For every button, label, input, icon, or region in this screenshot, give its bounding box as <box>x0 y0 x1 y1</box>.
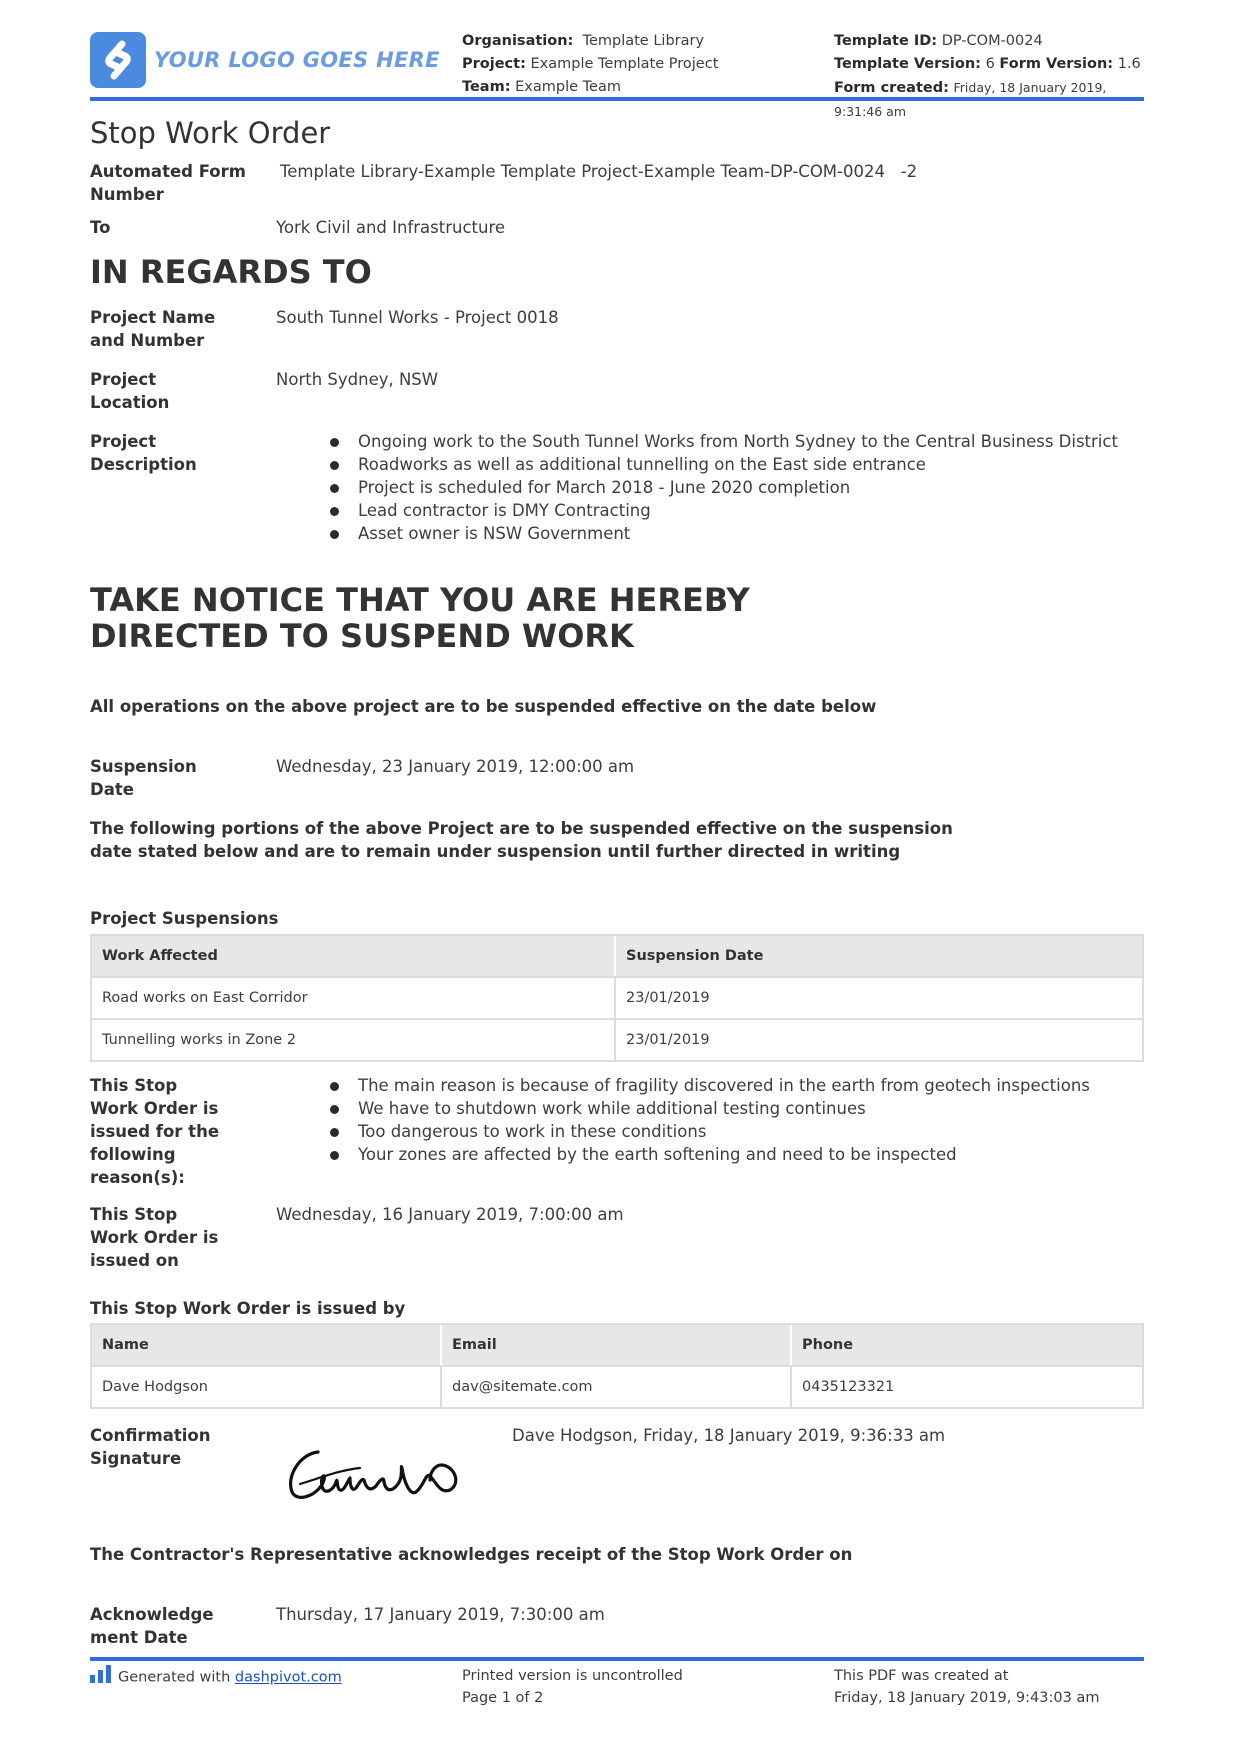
table-cell: 23/01/2019 <box>616 976 1142 1018</box>
confirmation-signature-label: Confirmation Signature <box>90 1426 211 1468</box>
project-location-value: North Sydney, NSW <box>276 370 439 389</box>
project-location-label: Project Location <box>90 370 170 412</box>
page-number: Page 1 of 2 <box>462 1690 544 1706</box>
list-item: Ongoing work to the South Tunnel Works from North Sydney to the Central Business District <box>330 430 1118 453</box>
list-item: Roadworks as well as additional tunnelling on the East side entrance <box>330 453 1118 476</box>
portions-text: The following portions of the above Project are to be suspended effective on the suspension date stated below and are to remain under suspension until further directed in writing <box>90 819 953 861</box>
list-item: We have to shutdown work while additional testing continues <box>330 1097 1090 1120</box>
project-description-label: Project Description <box>90 432 197 474</box>
header-divider <box>90 97 1144 101</box>
issued-on-label: This Stop Work Order is issued on <box>90 1205 219 1270</box>
issued-by-table <box>90 1323 1144 1409</box>
form-created-label: Form created: <box>834 80 949 96</box>
logo-text: YOUR LOGO GOES HERE <box>154 48 440 72</box>
table-cell: 23/01/2019 <box>616 1018 1142 1060</box>
organisation-label: Organisation: <box>462 33 574 49</box>
organisation-value: Template Library <box>582 33 705 49</box>
form-created-value: Friday, 18 January 2019, 9:31:46 am <box>834 80 1107 119</box>
table-row <box>92 1018 1142 1060</box>
page-title: Stop Work Order <box>90 116 331 150</box>
project-description-list <box>330 430 1118 545</box>
table-header: Work Affected <box>92 936 616 976</box>
project-name-label: Project Name and Number <box>90 308 216 350</box>
team-value: Example Team <box>515 79 621 95</box>
acknowledgement-text: The Contractor's Representative acknowledges receipt of the Stop Work Order on <box>90 1545 853 1564</box>
regards-heading: IN REGARDS TO <box>90 253 372 291</box>
logo-icon <box>90 32 146 88</box>
list-item: Too dangerous to work in these conditions <box>330 1120 1090 1143</box>
list-item: Your zones are affected by the earth softening and need to be inspected <box>330 1143 1090 1166</box>
acknowledgement-date-label: Acknowledge ment Date <box>90 1605 214 1647</box>
table-cell: Road works on East Corridor <box>92 976 616 1018</box>
printed-text: Printed version is uncontrolled <box>462 1668 683 1684</box>
to-label: To <box>90 218 111 237</box>
pdf-created-date: Friday, 18 January 2019, 9:43:03 am <box>834 1690 1100 1706</box>
footer-pdf-info <box>834 1665 1099 1709</box>
generated-text: Generated with <box>118 1669 231 1686</box>
signature-image <box>280 1432 460 1512</box>
auto-form-number-label: Automated Form Number <box>90 162 246 204</box>
template-version-label: Template Version: <box>834 56 981 72</box>
footer-divider <box>90 1657 1144 1661</box>
suspensions-title: Project Suspensions <box>90 909 279 928</box>
table-cell: dav@sitemate.com <box>442 1365 792 1407</box>
suspension-date-value: Wednesday, 23 January 2019, 12:00:00 am <box>276 757 635 776</box>
reasons-label: This Stop Work Order is issued for the following reason(s): <box>90 1076 220 1187</box>
table-cell: Dave Hodgson <box>92 1365 442 1407</box>
table-header: Name <box>92 1325 442 1365</box>
list-item: Project is scheduled for March 2018 - June 2020 completion <box>330 476 1118 499</box>
form-version-label: Form Version: <box>999 56 1114 72</box>
team-label: Team: <box>462 79 511 95</box>
table-cell: Tunnelling works in Zone 2 <box>92 1018 616 1060</box>
list-item: Asset owner is NSW Government <box>330 522 1118 545</box>
project-label: Project: <box>462 56 526 72</box>
suspensions-table <box>90 934 1144 1062</box>
reasons-list <box>330 1074 1090 1166</box>
template-id-label: Template ID: <box>834 33 938 49</box>
notice-heading: TAKE NOTICE THAT YOU ARE HEREBY DIRECTED TO SUSPEND WORK <box>90 581 750 655</box>
project-name-value: South Tunnel Works - Project 0018 <box>276 308 559 327</box>
operations-text: All operations on the above project are to be suspended effective on the date below <box>90 697 877 716</box>
header-project-info <box>462 30 718 99</box>
table-header: Email <box>442 1325 792 1365</box>
table-header: Phone <box>792 1325 1142 1365</box>
list-item: Lead contractor is DMY Contracting <box>330 499 1118 522</box>
dashpivot-bars-icon <box>90 1665 112 1690</box>
table-cell: 0435123321 <box>792 1365 1142 1407</box>
page-header <box>90 28 1144 119</box>
dashpivot-link[interactable]: dashpivot.com <box>234 1669 342 1686</box>
footer-print-info <box>462 1665 683 1709</box>
logo <box>90 32 440 88</box>
template-version-value: 6 <box>985 56 995 72</box>
pdf-created-text: This PDF was created at <box>834 1668 1009 1684</box>
header-template-info <box>834 30 1144 124</box>
confirmation-signature-value: Dave Hodgson, Friday, 18 January 2019, 9:36:33 am <box>512 1426 946 1445</box>
footer-generated <box>90 1665 342 1690</box>
table-header: Suspension Date <box>616 936 1142 976</box>
to-value: York Civil and Infrastructure <box>276 218 506 237</box>
template-id-value: DP-COM-0024 <box>941 33 1043 49</box>
issued-by-title: This Stop Work Order is issued by <box>90 1299 406 1318</box>
list-item: The main reason is because of fragility discovered in the earth from geotech inspections <box>330 1074 1090 1097</box>
acknowledgement-date-value: Thursday, 17 January 2019, 7:30:00 am <box>276 1605 605 1624</box>
table-row <box>92 1365 1142 1407</box>
suspension-date-label: Suspension Date <box>90 757 197 799</box>
auto-form-number-value: Template Library-Example Template Project-Example Team-DP-COM-0024 -2 <box>280 162 918 181</box>
form-version-value: 1.6 <box>1117 56 1141 72</box>
issued-on-value: Wednesday, 16 January 2019, 7:00:00 am <box>276 1205 624 1224</box>
project-value: Example Template Project <box>530 56 719 72</box>
table-row <box>92 976 1142 1018</box>
